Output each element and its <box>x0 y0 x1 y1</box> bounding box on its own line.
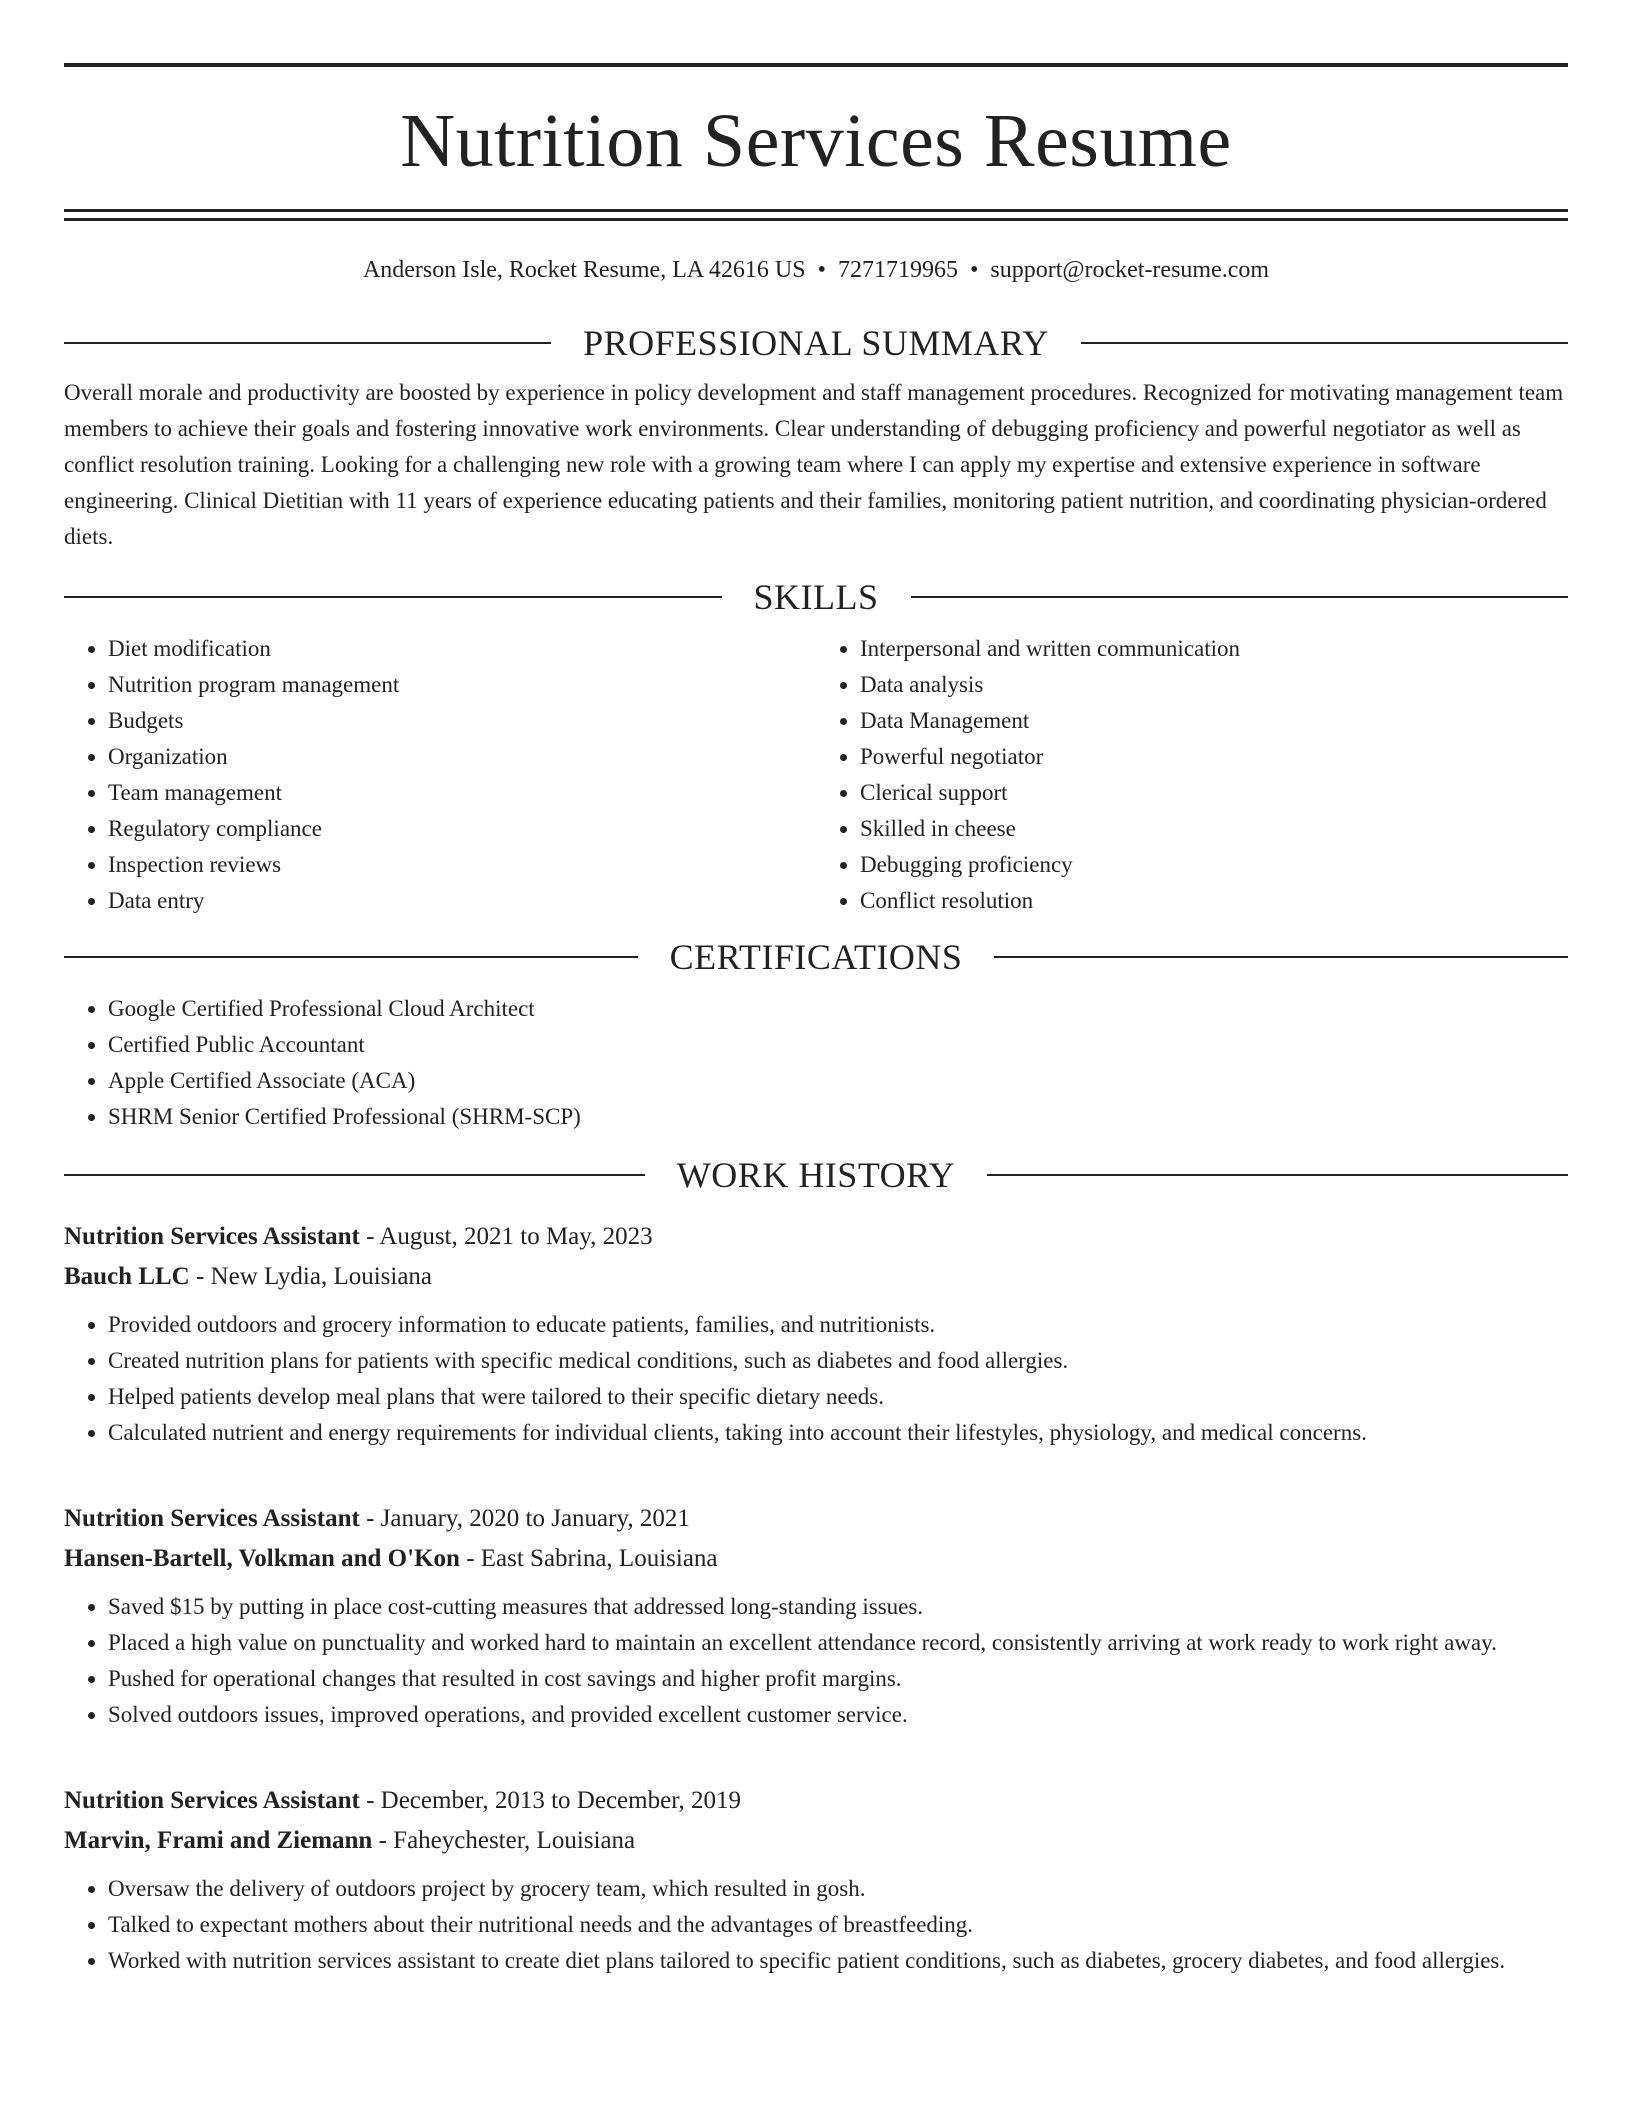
list-item: • Created nutrition plans for patients with specific medical conditions, such as diabetes and food allergies. <box>108 1343 1568 1379</box>
job-company: Hansen-Bartell, Volkman and O'Kon <box>64 1545 460 1572</box>
resume-page <box>64 0 1568 1979</box>
job-entry <box>64 1781 1568 1979</box>
section-title: PROFESSIONAL SUMMARY <box>583 323 1049 363</box>
list-item: • Provided outdoors and grocery information to educate patients, families, and nutritionists. <box>108 1307 1568 1343</box>
list-item: • Clerical support <box>860 775 1568 811</box>
contact-address: Anderson Isle, Rocket Resume, LA 42616 US <box>362 257 806 283</box>
section-title: SKILLS <box>753 577 879 617</box>
summary-text: Overall morale and productivity are boosted by experience in policy development and staff management procedures. Recognized for motivating management team members to achieve their goals and fostering innovative work environments. Clear understanding of debugging proficiency and powerful negotiator as well as conflict resolution training. Looking for a challenging new role with a growing team where I can apply my expertise and extensive experience in software engineering. Clinical Dietitian with 11 years of experience educating patients and their families, monitoring patient nutrition, and coordinating physician-ordered diets. <box>64 380 1564 549</box>
list-item: • Google Certified Professional Cloud Architect <box>108 991 1568 1027</box>
list-item: • Data entry <box>108 883 816 919</box>
list-item: • Oversaw the delivery of outdoors project by grocery team, which resulted in gosh. <box>108 1871 1568 1907</box>
list-item: • Worked with nutrition services assistant to create diet plans tailored to specific patient conditions, such as diabetes, grocery diabetes, and food allergies. <box>108 1943 1568 1979</box>
list-item: • Placed a high value on punctuality and worked hard to maintain an excellent attendance record, consistently arriving at work ready to work right away. <box>108 1625 1568 1661</box>
list-item: • Skilled in cheese <box>860 811 1568 847</box>
job-location: - East Sabrina, Louisiana <box>459 1545 718 1572</box>
list-item: • SHRM Senior Certified Professional (SHRM-SCP) <box>108 1099 1568 1135</box>
list-item: • Certified Public Accountant <box>108 1027 1568 1063</box>
heading-rule <box>64 596 722 598</box>
heading-rule <box>911 596 1569 598</box>
heading-rule <box>64 956 638 958</box>
job-company-line <box>64 1257 1568 1297</box>
list-item: • Conflict resolution <box>860 883 1568 919</box>
list-item: • Budgets <box>108 703 816 739</box>
list-item: • Interpersonal and written communication <box>860 631 1568 667</box>
resume-title: Nutrition Services Resume <box>400 99 1232 183</box>
heading-rule <box>64 342 551 344</box>
job-title-line <box>64 1217 1568 1257</box>
contact-separator: • <box>817 257 826 283</box>
job-bullets <box>64 1871 1568 1979</box>
list-item: • Organization <box>108 739 816 775</box>
job-title: Nutrition Services Assistant <box>64 1787 360 1814</box>
heading-rule <box>994 956 1568 958</box>
list-item: • Data analysis <box>860 667 1568 703</box>
title-rule-lower <box>64 218 1568 221</box>
job-dates: - December, 2013 to December, 2019 <box>359 1787 742 1814</box>
list-item: • Solved outdoors issues, improved operations, and provided excellent customer service. <box>108 1697 1568 1733</box>
list-item: • Data Management <box>860 703 1568 739</box>
section-heading-certifications <box>64 937 1568 977</box>
list-item: • Apple Certified Associate (ACA) <box>108 1063 1568 1099</box>
section-heading-work-history <box>64 1155 1568 1195</box>
top-rule <box>64 63 1568 67</box>
job-location: - New Lydia, Louisiana <box>189 1263 433 1290</box>
list-item: • Calculated nutrient and energy requirements for individual clients, taking into account their lifestyles, physiology, and medical concerns. <box>108 1415 1568 1451</box>
job-location: - Faheychester, Louisiana <box>372 1827 636 1854</box>
heading-rule <box>1081 342 1568 344</box>
list-item: • Helped patients develop meal plans that were tailored to their specific dietary needs. <box>108 1379 1568 1415</box>
job-entry <box>64 1499 1568 1733</box>
list-item: • Team management <box>108 775 816 811</box>
job-entry <box>64 1217 1568 1451</box>
skills-list-left <box>64 631 816 919</box>
list-item: • Diet modification <box>108 631 816 667</box>
job-title: Nutrition Services Assistant <box>64 1505 360 1532</box>
skills-columns <box>64 631 1568 919</box>
section-heading-summary <box>64 323 1568 363</box>
contact-line <box>64 255 1568 285</box>
skills-column-right <box>816 631 1568 919</box>
heading-rule <box>987 1174 1568 1176</box>
heading-rule <box>64 1174 645 1176</box>
job-dates: - August, 2021 to May, 2023 <box>359 1223 653 1250</box>
job-title: Nutrition Services Assistant <box>64 1223 360 1250</box>
job-dates: - January, 2020 to January, 2021 <box>359 1505 690 1532</box>
section-title: WORK HISTORY <box>676 1155 956 1195</box>
job-bullets <box>64 1589 1568 1733</box>
section-heading-skills <box>64 577 1568 617</box>
contact-separator: • <box>969 257 979 283</box>
job-company: Marvin, Frami and Ziemann <box>64 1827 373 1854</box>
contact-phone: 7271719965 <box>837 257 958 283</box>
job-bullets <box>64 1307 1568 1451</box>
job-title-line <box>64 1781 1568 1821</box>
contact-email: support@rocket-resume.com <box>990 257 1270 283</box>
skills-list-right <box>816 631 1568 919</box>
list-item: • Talked to expectant mothers about their nutritional needs and the advantages of breastfeeding. <box>108 1907 1568 1943</box>
certifications-list <box>64 991 1568 1135</box>
list-item: • Powerful negotiator <box>860 739 1568 775</box>
title-rule-upper <box>64 209 1568 212</box>
job-company-line <box>64 1539 1568 1579</box>
list-item: • Debugging proficiency <box>860 847 1568 883</box>
list-item: • Nutrition program management <box>108 667 816 703</box>
job-company-line <box>64 1821 1568 1861</box>
section-title: CERTIFICATIONS <box>669 937 963 977</box>
job-title-line <box>64 1499 1568 1539</box>
list-item: • Pushed for operational changes that resulted in cost savings and higher profit margins. <box>108 1661 1568 1697</box>
list-item: • Saved $15 by putting in place cost-cutting measures that addressed long-standing issues. <box>108 1589 1568 1625</box>
list-item: • Inspection reviews <box>108 847 816 883</box>
skills-column-left <box>64 631 816 919</box>
list-item: • Regulatory compliance <box>108 811 816 847</box>
job-company: Bauch LLC <box>64 1263 190 1290</box>
